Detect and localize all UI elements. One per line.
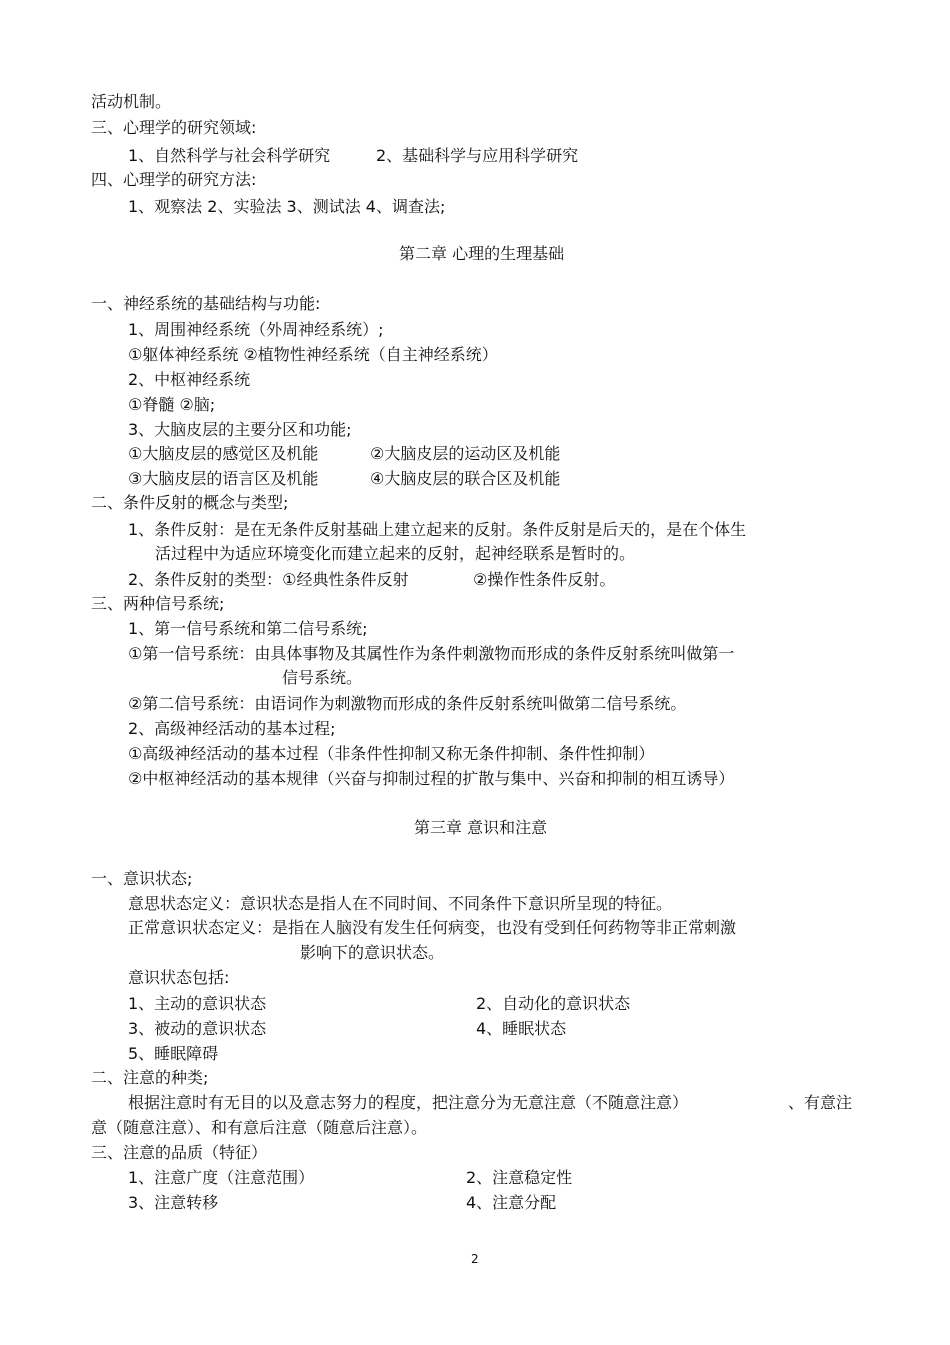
text-line: 意（随意注意）、和有意后注意（随意后注意）。	[91, 1118, 428, 1137]
section-heading: 三、心理学的研究领域:	[91, 118, 257, 137]
text-line: 、有意注	[788, 1093, 853, 1112]
section-heading: 二、注意的种类;	[91, 1068, 209, 1087]
list-item: 2、条件反射的类型：①经典性条件反射	[128, 570, 409, 589]
list-item: 1、自然科学与社会科学研究	[128, 146, 331, 165]
text-line: ②第二信号系统：由语词作为刺激物而形成的条件反射系统叫做第二信号系统。	[128, 694, 687, 713]
list-item: 3、注意转移	[128, 1193, 219, 1212]
section-heading: 二、条件反射的概念与类型;	[91, 493, 289, 512]
list-item: 1、观察法 2、实验法 3、测试法 4、调查法;	[128, 197, 446, 216]
section-heading: 三、注意的品质（特征）	[91, 1143, 268, 1162]
list-item: 4、注意分配	[466, 1193, 557, 1212]
list-item: ③大脑皮层的语言区及机能	[128, 469, 319, 488]
text-line: 活动机制。	[91, 92, 172, 111]
list-item: ①脊髓 ②脑;	[128, 395, 216, 414]
list-item: 1、注意广度（注意范围）	[128, 1168, 315, 1187]
text-line: ①第一信号系统：由具体事物及其属性作为条件刺激物而形成的条件反射系统叫做第一	[128, 644, 735, 663]
list-item: ①高级神经活动的基本过程（非条件性抑制又称无条件抑制、条件性抑制）	[128, 744, 655, 763]
text-line: 活过程中为适应环境变化而建立起来的反射，起神经联系是暂时的。	[155, 544, 636, 563]
list-item: ①大脑皮层的感觉区及机能	[128, 444, 319, 463]
text-line: 影响下的意识状态。	[300, 943, 445, 962]
list-item: 4、睡眠状态	[476, 1019, 567, 1038]
text-line: 正常意识状态定义：是指在人脑没有发生任何病变，也没有受到任何药物等非正常刺激	[128, 918, 737, 937]
list-item: 5、睡眠障碍	[128, 1044, 219, 1063]
text-line: 意识状态包括:	[128, 968, 230, 987]
text-line: 1、条件反射：是在无条件反射基础上建立起来的反射。条件反射是后天的，是在个体生	[128, 520, 747, 539]
text-line: 根据注意时有无目的以及意志努力的程度，把注意分为无意注意（不随意注意）	[128, 1093, 689, 1112]
list-item: 2、注意稳定性	[466, 1168, 573, 1187]
section-heading: 一、意识状态;	[91, 869, 193, 888]
list-item: 1、周围神经系统（外周神经系统）;	[128, 320, 384, 339]
section-heading: 三、两种信号系统;	[91, 594, 225, 613]
chapter-title: 第三章 意识和注意	[414, 818, 548, 837]
list-item: ④大脑皮层的联合区及机能	[370, 469, 561, 488]
text-line: 意思状态定义：意识状态是指人在不同时间、不同条件下意识所呈现的特征。	[128, 894, 673, 913]
list-item: 2、中枢神经系统	[128, 370, 251, 389]
list-item: 2、自动化的意识状态	[476, 994, 631, 1013]
list-item: ②中枢神经活动的基本规律（兴奋与抑制过程的扩散与集中、兴奋和抑制的相互诱导）	[128, 769, 735, 788]
chapter-title: 第二章 心理的生理基础	[399, 244, 565, 263]
page-number: 2	[471, 1252, 479, 1266]
section-heading: 四、心理学的研究方法:	[91, 170, 257, 189]
list-item: ②大脑皮层的运动区及机能	[370, 444, 561, 463]
text-line: 信号系统。	[282, 668, 363, 687]
list-item: 1、第一信号系统和第二信号系统;	[128, 619, 368, 638]
list-item: 2、高级神经活动的基本过程;	[128, 719, 336, 738]
list-item: 2、基础科学与应用科学研究	[376, 146, 579, 165]
list-item: ②操作性条件反射。	[473, 570, 616, 589]
list-item: ①躯体神经系统 ②植物性神经系统（自主神经系统）	[128, 345, 498, 364]
list-item: 1、主动的意识状态	[128, 994, 267, 1013]
list-item: 3、大脑皮层的主要分区和功能;	[128, 420, 352, 439]
list-item: 3、被动的意识状态	[128, 1019, 267, 1038]
section-heading: 一、神经系统的基础结构与功能:	[91, 294, 321, 313]
